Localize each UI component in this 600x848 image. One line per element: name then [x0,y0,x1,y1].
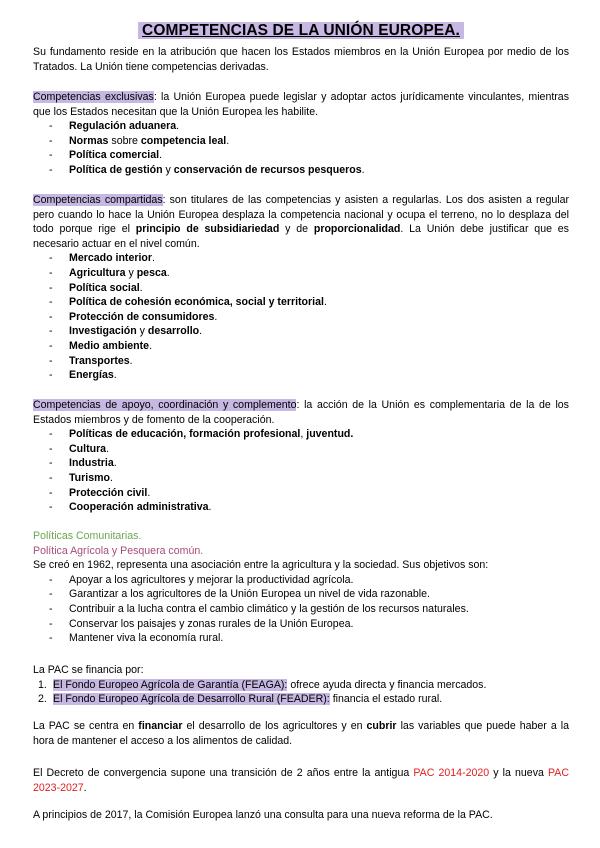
list-item-text: . [106,442,110,455]
list-item-text: . [129,354,133,367]
list-item-text: conservación de recursos pesqueros [173,163,362,176]
centra-text-2: el desarrollo de los agricultores y en [182,720,367,732]
list-item [33,368,569,383]
compartidas-label: Competencias compartidas [33,194,163,206]
financiar-term: financiar [138,720,183,732]
pac-2014-2020: PAC 2014-2020 [413,767,490,779]
list-item-text: Transportes [69,354,130,367]
proporcionalidad-term: proporcionalidad [313,223,401,236]
list-item [33,486,569,501]
list-item [33,442,569,457]
section-compartidas [33,193,569,383]
financia-intro: La PAC se financia por: [33,664,144,676]
list-item-text: . [214,310,218,323]
list-item [33,456,569,471]
list-item [33,266,569,281]
list-item-text: Normas [69,134,109,147]
decreto-text-2: y la nueva [489,767,549,779]
list-item [33,163,569,178]
list-item-text: Política comercial [69,149,160,162]
cubrir-term: cubrir [366,720,397,732]
list-item-text: . [166,266,170,279]
list-item-text: Protección civil [69,486,148,499]
decreto-text-1: El Decreto de convergencia supone una transición de 2 años entre la antigua [33,767,414,779]
list-item [33,500,569,515]
list-item [33,324,569,339]
decreto-paragraph [33,766,569,795]
list-item-text: Mercado interior [69,252,153,265]
list-item-text: y [136,325,148,338]
list-item-text: Agricultura [69,266,126,279]
list-item-text: competencia leal [140,134,227,147]
final-paragraph: A principios de 2017, la Comisión Europea lanzó una consulta para una nueva reforma de la PAC. [33,809,493,821]
list-item-text: . [152,252,155,265]
list-item [33,692,569,707]
list-item-text: Investigación [69,325,137,338]
list-item-text: Cooperación administrativa [69,501,209,514]
compartidas-text-2: y de [279,223,314,236]
list-item-text: . [113,369,117,382]
list-item [33,339,569,354]
list-item-text: Regulación aduanera [69,120,177,133]
page-title [33,24,569,40]
list-item-text: Medio ambiente [69,339,150,352]
list-item-text: Políticas de educación, formación profesional [69,428,301,441]
intro-paragraph: Su fundamento reside en la atribución que hacen los Estados miembros en la Unión Europea por medio de los Tratados. La Unión tiene competencias derivadas. [33,46,569,73]
apoyo-label: Competencias de apoyo, coordinación y complemento [33,399,297,411]
list-item-text: juventud. [306,428,354,441]
politicas-heading: Políticas Comunitarias. [33,530,142,542]
list-item [33,471,569,486]
section-apoyo [33,398,569,515]
list-item-text: . [208,501,212,514]
list-item [33,119,569,134]
apoyo-text: : la acción de la Unión es complementaria de la de los Estados miembros y de fomento de la cooperación. [33,399,569,426]
list-item [33,148,569,163]
list-item-text: . [113,457,117,470]
list-item-text: desarrollo [147,325,200,338]
list-item-text: . [147,486,151,499]
list-item-text: , [300,428,307,441]
list-item-text: Política de cohesión económica, social y territorial [69,296,324,309]
list-item [33,134,569,149]
list-item-text: Energías [69,369,114,382]
feaga-desc: ofrece ayuda directa y financia mercados. [287,678,487,691]
exclusivas-paragraph [33,90,569,119]
pac-intro: Se creó en 1962, representa una asociación entre la agricultura y la sociedad. Sus objetivos son: [33,559,489,572]
list-item-text: Turismo [69,471,111,484]
list-item-text: . [361,163,365,176]
list-item-text: Industria [69,457,114,470]
item-number: 1. [38,678,47,691]
compartidas-text-3: . La Unión debe justificar que es necesario actuar en el nivel común. [33,223,569,250]
list-item [33,354,569,369]
subsidiariedad-term: principio de subsidiariedad [135,223,280,236]
decreto-text-3: . [83,781,87,794]
fondos-list [33,678,569,707]
list-item-text: . [323,296,327,309]
exclusivas-text: : la Unión Europea puede legislar y adoptar actos jurídicamente vinculantes, mientras que los Estados necesitan que la Unión Europea les habilite. [33,91,570,118]
apoyo-paragraph [33,398,569,427]
list-item: - Apoyar a los agricultores y mejorar la productividad agrícola. [33,573,569,588]
list-item: - Garantizar a los agricultores de la Unión Europea un nivel de vida razonable. [33,587,569,602]
list-item-text: . [139,281,143,294]
list-item-text: . [176,120,180,133]
compartidas-paragraph [33,193,569,251]
centra-text-1: La PAC se centra en [33,720,139,732]
list-item [33,678,569,693]
centra-text-3: las variables que puede haber a la hora de mantener el acceso a los alimentos de calidad. [33,720,569,747]
objetivos-list [33,573,569,646]
feader-label: El Fondo Europeo Agrícola de Desarrollo Rural (FEADER): [53,693,330,706]
feaga-label: El Fondo Europeo Agrícola de Garantía (FEAGA): [53,678,288,691]
exclusivas-label: Competencias exclusivas [33,91,154,103]
list-item [33,310,569,325]
exclusivas-list [33,119,569,177]
list-item [33,251,569,266]
feader-desc: financia el estado rural. [329,693,443,706]
list-item [33,427,569,442]
list-item [33,281,569,296]
item-number: 2. [38,693,47,706]
list-item-text: y [162,163,174,176]
list-item-text: . [199,325,203,338]
title-text: COMPETENCIAS DE LA UNIÓN EUROPEA. [138,22,464,39]
apoyo-list [33,427,569,515]
list-item: - Mantener viva la economía rural. [33,631,569,646]
list-item-text: sobre [108,134,141,147]
list-item: - Conservar los paisajes y zonas rurales de la Unión Europea. [33,617,569,632]
list-item-text: Política social [69,281,140,294]
compartidas-text-1: : son titulares de las competencias y asisten a regularlas. Los dos asisten a regular pero cuando lo hace la Unión Europea desplaza la competencia nacional y ocupa el terreno, no lo desplaza del todo porque rige el [33,194,569,236]
list-item: - Contribuir a la lucha contra el cambio climático y la gestión de los recursos naturales. [33,602,569,617]
list-item-text: . [226,134,230,147]
section-exclusivas [33,90,569,178]
centra-paragraph [33,719,569,748]
list-item-text: Cultura [69,442,107,455]
pac-subheading: Política Agrícola y Pesquera común. [33,544,204,557]
section-financiacion [33,663,569,707]
list-item-text: y [125,266,137,279]
section-politicas [33,529,569,646]
list-item-text: Protección de consumidores [69,310,215,323]
list-item-text: . [110,471,113,484]
list-item [33,295,569,310]
pac-2023-2027: PAC 2023-2027 [33,767,570,794]
list-item-text: pesca [136,266,167,279]
compartidas-list [33,251,569,382]
list-item-text: . [149,339,153,352]
list-item-text: Política de gestión [69,163,163,176]
list-item-text: . [159,149,163,162]
